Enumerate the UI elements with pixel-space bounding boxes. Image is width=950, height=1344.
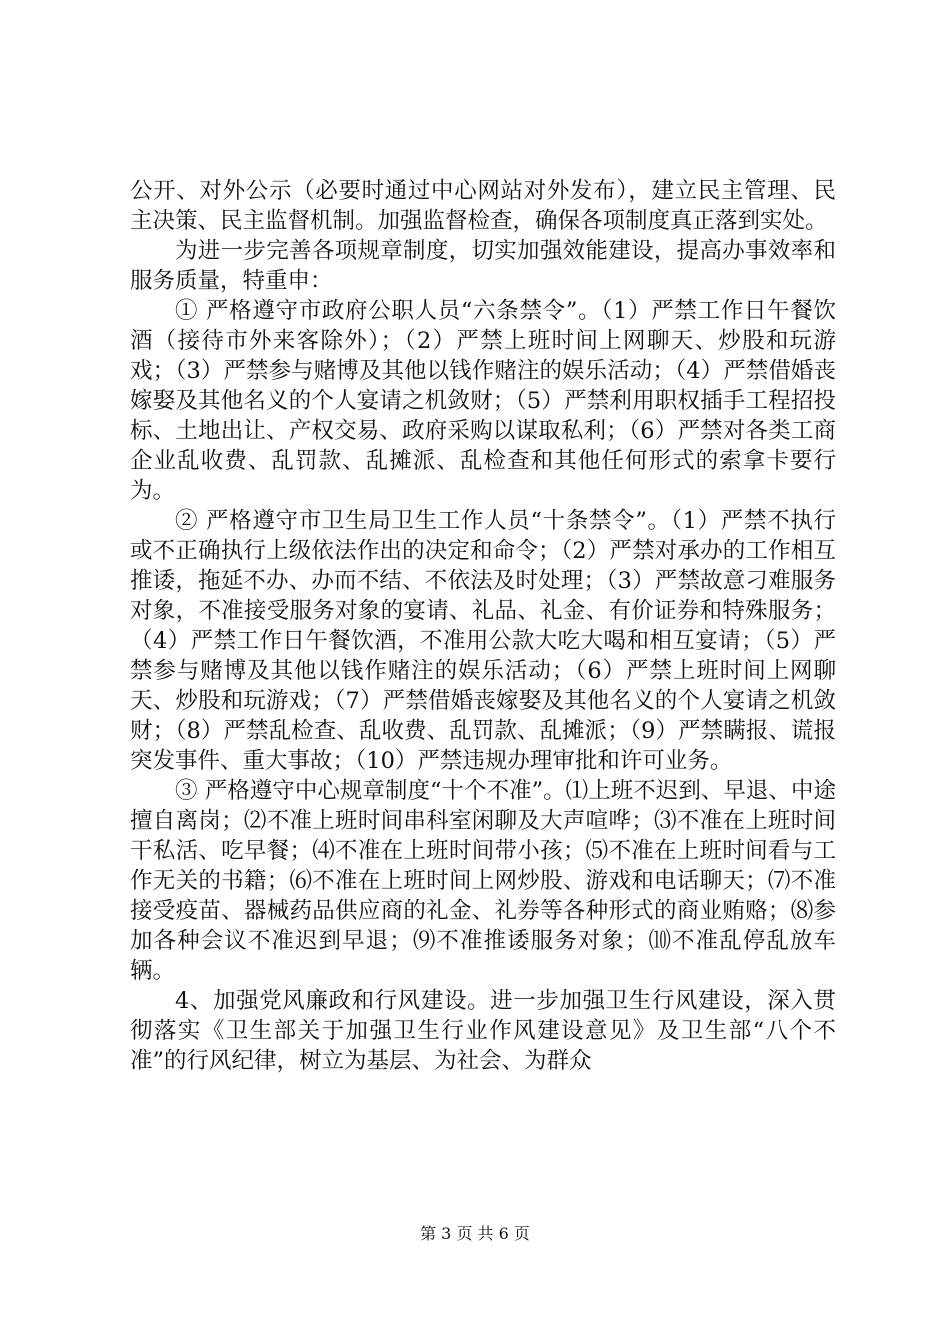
document-body xyxy=(130,176,836,1076)
paragraph-6: 4、加强党风廉政和行风建设。进一步加强卫生行风建设，深入贯彻落实《卫生部关于加强卫生行业作风建设意见》及卫生部“八个不准”的行风纪律，树立为基层、为社会、为群众 xyxy=(130,988,836,1074)
page-footer: 第 3 页 共 6 页 xyxy=(420,1224,530,1243)
paragraph-5: ③ 严格遵守中心规章制度“十个不准”。⑴上班不迟到、早退、中途擅自离岗；⑵不准上班时间串科室闲聊及大声喧哗；⑶不准在上班时间干私活、吃早餐；⑷不准在上班时间带小孩；⑸不准在上班时间看与工作无关的书籍；⑹不准在上班时间上网炒股、游戏和电话聊天；⑺不准接受疫苗、器械药品供应商的礼金、礼券等各种形式的商业贿赂；⑻参加各种会议不准迟到早退；⑼不准推诿服务对象；⑽不准乱停乱放车辆。 xyxy=(130,778,836,984)
paragraph-2: 为进一步完善各项规章制度，切实加强效能建设，提高办事效率和服务质量，特重申： xyxy=(130,238,836,294)
paragraph-4: ② 严格遵守市卫生局卫生工作人员“十条禁令”。（1）严禁不执行或不正确执行上级依法作出的决定和命令；（2）严禁对承办的工作相互推诿，拖延不办、办而不结、不依法及时处理；（3）严禁故意刁难服务对象，不准接受服务对象的宴请、礼品、礼金、有价证券和特殊服务；（4）严禁工作日午餐饮酒，不准用公款大吃大喝和相互宴请；（5）严禁参与赌博及其他以钱作赌注的娱乐活动；（6）严禁上班时间上网聊天、炒股和玩游戏；（7）严禁借婚丧嫁娶及其他名义的个人宴请之机敛财；（8）严禁乱检查、乱收费、乱罚款、乱摊派；（9）严禁瞒报、谎报突发事件、重大事故；（10）严禁违规办理审批和许可业务。 xyxy=(130,508,836,774)
paragraph-3: ① 严格遵守市政府公职人员“六条禁令”。（1）严禁工作日午餐饮酒（接待市外来客除外）；（2）严禁上班时间上网聊天、炒股和玩游戏；（3）严禁参与赌博及其他以钱作赌注的娱乐活动；（4）严禁借婚丧嫁娶及其他名义的个人宴请之机敛财；（5）严禁利用职权插手工程招投标、土地出让、产权交易、政府采购以谋取私利；（6）严禁对各类工商企业乱收费、乱罚款、乱摊派、乱检查和其他任何形式的索拿卡要行为。 xyxy=(130,298,836,504)
paragraph-1: 公开、对外公示（必要时通过中心网站对外发布），建立民主管理、民主决策、民主监督机制。加强监督检查，确保各项制度真正落到实处。 xyxy=(130,178,836,234)
